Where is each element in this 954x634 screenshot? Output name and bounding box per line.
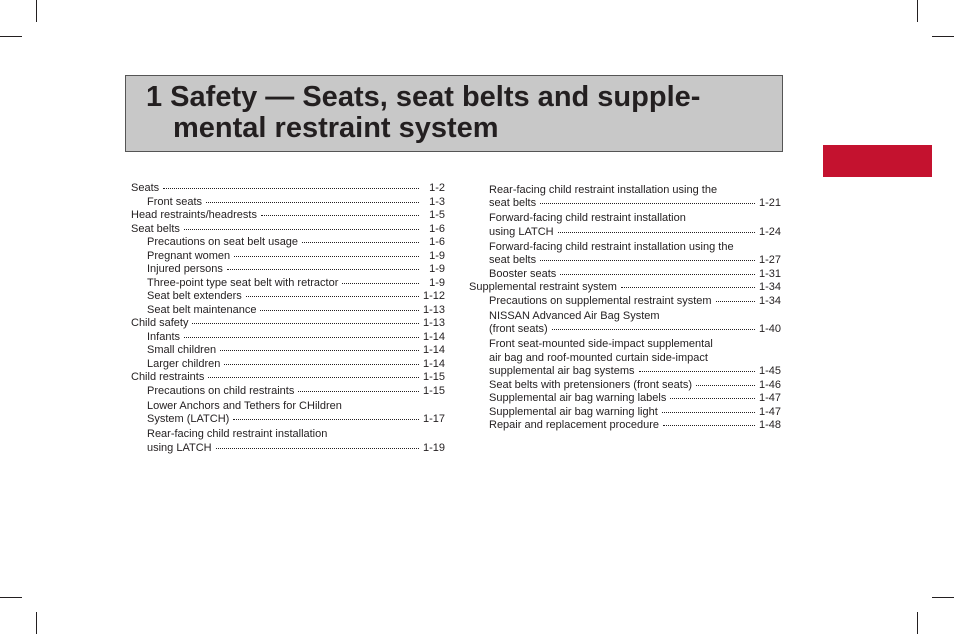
toc-entry[interactable]: [469, 184, 781, 211]
toc-entry-title: Injured persons: [147, 263, 223, 275]
toc-entry-title: Precautions on seat belt usage: [147, 236, 299, 248]
toc-entry-text-continued: Forward-facing child restraint installation: [489, 212, 686, 224]
toc-entry-page: 1-6: [429, 236, 445, 248]
toc-entry[interactable]: [469, 392, 781, 406]
toc-entry-line: [489, 197, 781, 211]
toc-entry[interactable]: [469, 379, 781, 393]
toc-entry[interactable]: [469, 310, 781, 337]
toc-entry-title: Supplemental air bag warning light: [489, 405, 658, 418]
toc-entry[interactable]: [131, 304, 445, 318]
toc-entry[interactable]: [131, 236, 445, 250]
toc-entry-page: 1-34: [758, 281, 781, 293]
toc-entry-line: [489, 392, 781, 406]
toc-entry-title: seat belts: [489, 254, 537, 266]
toc-entry-line: [147, 263, 445, 277]
toc-entry-line: [147, 358, 445, 372]
toc-entry-title: Seat belts with pretensioners (front seats): [489, 378, 692, 391]
toc-entry-page: 1-45: [758, 365, 781, 377]
dot-leader: [540, 259, 755, 261]
toc-entry-title: Child restraints: [131, 371, 205, 383]
dot-leader: [302, 241, 419, 243]
toc-entry-title: Front seats: [147, 195, 203, 208]
toc-entry-line: [147, 385, 445, 399]
toc-entry-title: Repair and replacement procedure: [489, 419, 659, 431]
toc-entry-page: 1-9: [429, 263, 445, 275]
dot-leader: [639, 370, 755, 372]
toc-entry-title: using LATCH: [489, 225, 554, 238]
toc-entry-line: [131, 371, 445, 385]
toc-entry-title: Supplemental restraint system: [469, 281, 617, 293]
toc-entry-page: 1-46: [758, 378, 781, 391]
dot-leader: [234, 255, 419, 257]
dot-leader: [206, 201, 419, 203]
toc-entry-page: 1-15: [422, 371, 445, 383]
toc-entry-page: 1-9: [429, 276, 445, 289]
toc-entry-title: Seat belts: [131, 222, 180, 235]
toc-entry-page: 1-15: [422, 384, 445, 397]
toc-entry-line: [489, 419, 781, 433]
dot-leader: [342, 282, 419, 284]
dot-leader: [184, 228, 419, 230]
dot-leader: [670, 397, 755, 399]
toc-entry-page: 1-3: [429, 195, 445, 208]
toc-entry-line: [147, 250, 445, 264]
toc-entry-page: 1-14: [422, 344, 445, 356]
dot-leader: [246, 295, 419, 297]
crop-mark: [0, 36, 22, 37]
toc-column-right: [469, 182, 781, 433]
toc-entry-page: 1-48: [758, 419, 781, 431]
toc-entry-line: [489, 254, 781, 268]
crop-mark: [932, 597, 954, 598]
toc-entry-line: [489, 226, 781, 240]
toc-entry[interactable]: [469, 268, 781, 282]
crop-mark: [0, 597, 22, 598]
toc-entry-title: Infants: [147, 330, 181, 343]
toc-entry-title: Precautions on child restraints: [147, 384, 295, 397]
toc-entry-line: [131, 317, 445, 331]
toc-entry-page: 1-31: [758, 267, 781, 280]
dot-leader: [220, 349, 419, 351]
toc-entry[interactable]: [469, 241, 781, 268]
toc-entry-line: [489, 365, 781, 379]
dot-leader: [662, 411, 755, 413]
toc-entry[interactable]: [469, 406, 781, 420]
toc-entry-line: [489, 379, 781, 393]
chapter-title: [146, 82, 776, 144]
toc-entry-line: [147, 344, 445, 358]
toc-entry-title: Seats: [131, 182, 160, 194]
toc-entry-page: 1-27: [758, 254, 781, 266]
toc-entry[interactable]: [469, 419, 781, 433]
toc-entry-title: Supplemental air bag warning labels: [489, 392, 667, 404]
toc-entry-title: System (LATCH): [147, 413, 230, 425]
crop-mark: [36, 612, 37, 634]
toc-entry-line: [469, 281, 781, 295]
dot-leader: [663, 424, 755, 426]
dot-leader: [696, 384, 755, 386]
dot-leader: [184, 336, 419, 338]
toc-entry[interactable]: [131, 290, 445, 304]
dot-leader: [260, 309, 419, 311]
toc-entry-page: 1-47: [758, 392, 781, 404]
toc-entry-page: 1-2: [429, 182, 445, 194]
toc-entry-line: [147, 236, 445, 250]
dot-leader: [208, 376, 419, 378]
toc-entry-title: Pregnant women: [147, 249, 231, 262]
toc-entry[interactable]: [131, 385, 445, 399]
toc-entry-page: 1-40: [758, 323, 781, 335]
toc-entry-line: [489, 268, 781, 282]
toc-entry[interactable]: [131, 400, 445, 427]
toc-entry-title: (front seats): [489, 323, 548, 335]
toc-entry-text-continued: Front seat-mounted side-impact supplemental: [489, 338, 713, 350]
toc-entry[interactable]: [469, 295, 781, 309]
toc-entry-page: 1-12: [422, 290, 445, 302]
toc-entry-title: using LATCH: [147, 441, 212, 454]
toc-entry-page: 1-14: [422, 357, 445, 370]
toc-entry-page: 1-47: [758, 405, 781, 418]
dot-leader: [224, 363, 419, 365]
toc-entry-line: [131, 209, 445, 223]
toc-entry[interactable]: [131, 331, 445, 345]
toc-entry[interactable]: [131, 344, 445, 358]
toc-entry-page: 1-17: [422, 413, 445, 425]
toc-entry-title: Larger children: [147, 357, 221, 370]
toc-entry-text-continued: Lower Anchors and Tethers for CHildren: [147, 399, 342, 412]
toc-entry-text-continued: Forward-facing child restraint installation using the: [489, 240, 734, 253]
toc-entry-title: supplemental air bag systems: [489, 365, 635, 377]
toc-entry-line: [147, 277, 445, 291]
chapter-tab: [823, 145, 932, 177]
toc-entry-page: 1-34: [758, 294, 781, 307]
toc-entry[interactable]: [131, 223, 445, 237]
toc-entry[interactable]: [469, 338, 781, 379]
toc-entry-line: [489, 323, 781, 337]
toc-entry[interactable]: [131, 371, 445, 385]
toc-entry-line: [147, 196, 445, 210]
toc-entry-page: 1-13: [422, 303, 445, 316]
toc-entry-line: [489, 295, 781, 309]
toc-column-left: [131, 182, 445, 455]
chapter-title-band: [125, 75, 783, 152]
dot-leader: [233, 418, 419, 420]
toc-entry-line: [147, 413, 445, 427]
dot-leader: [558, 231, 755, 233]
dot-leader: [216, 447, 419, 449]
toc-entry-text-continued: Rear-facing child restraint installation: [147, 428, 328, 440]
dot-leader: [540, 202, 755, 204]
toc-entry-page: 1-9: [429, 249, 445, 262]
toc-entry-line: [489, 406, 781, 420]
toc-entry-title: Small children: [147, 344, 217, 356]
toc-entry[interactable]: [131, 250, 445, 264]
toc-entry-title: Precautions on supplemental restraint system: [489, 294, 712, 307]
toc-entry-text-continued: NISSAN Advanced Air Bag System: [489, 309, 660, 322]
toc-entry[interactable]: [131, 263, 445, 277]
chapter-title-line-1: 1 Safety — Seats, seat belts and supple-: [146, 81, 701, 113]
toc-entry[interactable]: [131, 317, 445, 331]
toc-entry[interactable]: [469, 212, 781, 239]
chapter-title-line-2: mental restraint system: [173, 112, 499, 144]
toc-entry[interactable]: [131, 358, 445, 372]
toc-entry[interactable]: [131, 196, 445, 210]
toc-entry-title: Seat belt maintenance: [147, 303, 257, 316]
dot-leader: [621, 286, 755, 288]
toc-entry[interactable]: [131, 277, 445, 291]
crop-mark: [917, 612, 918, 634]
dot-leader: [298, 390, 419, 392]
crop-mark: [36, 0, 37, 22]
toc-entry-line: [131, 182, 445, 196]
toc-entry-title: seat belts: [489, 197, 537, 209]
toc-entry-page: 1-14: [422, 330, 445, 343]
dot-leader: [552, 328, 755, 330]
dot-leader: [261, 214, 419, 216]
toc-entry-page: 1-6: [429, 222, 445, 235]
toc-entry-line: [131, 223, 445, 237]
toc-entry-line: [147, 290, 445, 304]
dot-leader: [560, 273, 755, 275]
toc-entry-line: [147, 331, 445, 345]
toc-entry[interactable]: [469, 281, 781, 295]
toc-entry-page: 1-19: [422, 441, 445, 454]
toc-entry-title: Child safety: [131, 317, 189, 329]
toc-entry-line: [147, 442, 445, 456]
dot-leader: [163, 187, 419, 189]
toc-entry-title: Seat belt extenders: [147, 290, 242, 302]
toc-entry-page: 1-21: [758, 197, 781, 209]
toc-entry[interactable]: [131, 209, 445, 223]
dot-leader: [716, 300, 755, 302]
toc-entry-title: Booster seats: [489, 267, 557, 280]
toc-entry-text-continued: air bag and roof-mounted curtain side-impact: [489, 351, 708, 364]
toc-entry[interactable]: [131, 182, 445, 196]
toc-entry-title: Three-point type seat belt with retractor: [147, 276, 339, 289]
toc-entry-text-continued: Rear-facing child restraint installation using the: [489, 183, 718, 196]
toc-entry-page: 1-24: [758, 225, 781, 238]
toc-entry-page: 1-13: [422, 317, 445, 329]
toc-entry-title: Head restraints/headrests: [131, 209, 257, 221]
dot-leader: [227, 268, 419, 270]
dot-leader: [192, 322, 418, 324]
crop-mark: [932, 36, 954, 37]
toc-entry-page: 1-5: [429, 209, 445, 221]
toc-entry[interactable]: [131, 428, 445, 455]
crop-mark: [917, 0, 918, 22]
toc-entry-line: [147, 304, 445, 318]
